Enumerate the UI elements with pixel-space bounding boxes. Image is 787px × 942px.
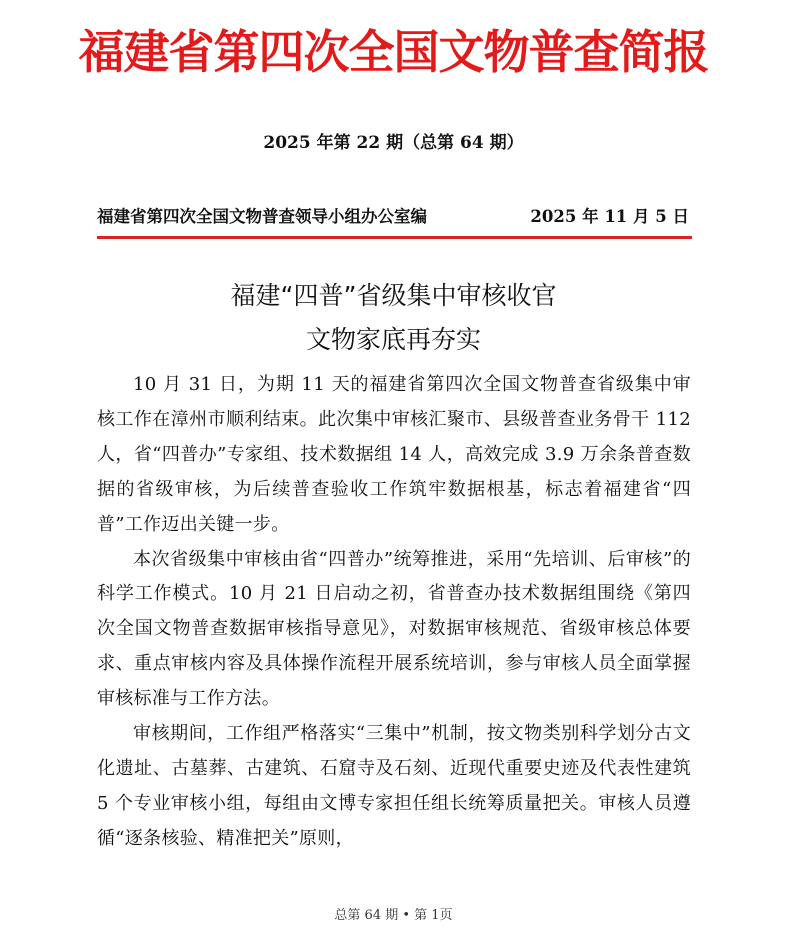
article-title-line-2: 文物家底再夯实 bbox=[305, 325, 481, 354]
issue-number: 2025 年第 22 期（总第 64 期） bbox=[263, 133, 524, 153]
article-paragraph-1: 10 月 31 日，为期 11 天的福建省第四次全国文物普查省级集中审核工作在漳州市顺利结束。此次集中审核汇聚市、县级普查业务骨干 112 人，省“四普办”专家组、技术数据组 14 人，高效完成 3.9 万余条普查数据的省级审核，为后续普查验收工作筑牢数据根基，标志着福建省“四普”工作迈出关键一步。 bbox=[97, 374, 691, 535]
header-divider bbox=[97, 236, 692, 239]
editor-line bbox=[97, 205, 689, 229]
editor-name: 福建省第四次全国文物普查领导小组办公室编 bbox=[97, 207, 427, 226]
page-footer: 总第 64 期 • 第 1页 bbox=[334, 908, 453, 923]
publish-date: 2025 年 11 月 5 日 bbox=[530, 207, 689, 226]
article-paragraph-3: 审核期间，工作组严格落实“三集中”机制，按文物类别科学划分古文化遗址、古墓葬、古建筑、石窟寺及石刻、近现代重要史迹及代表性建筑 5 个专业审核小组，每组由文博专家担任组长统筹质量把关。审核人员遵循“逐条核验、精准把关”原则， bbox=[97, 723, 691, 849]
article-body bbox=[97, 368, 691, 857]
masthead-title: 福建省第四次全国文物普查简报 bbox=[78, 25, 709, 79]
article-paragraph-2: 本次省级集中审核由省“四普办”统筹推进，采用“先培训、后审核”的科学工作模式。10 月 21 日启动之初，省普查办技术数据组围绕《第四次全国文物普查数据审核指导意见》，对数据审核规范、省级审核总体要求、重点审核内容及具体操作流程开展系统培训，参与审核人员全面掌握审核标准与工作方法。 bbox=[97, 548, 691, 710]
article-title-line-1: 福建“四普”省级集中审核收官 bbox=[230, 281, 557, 310]
